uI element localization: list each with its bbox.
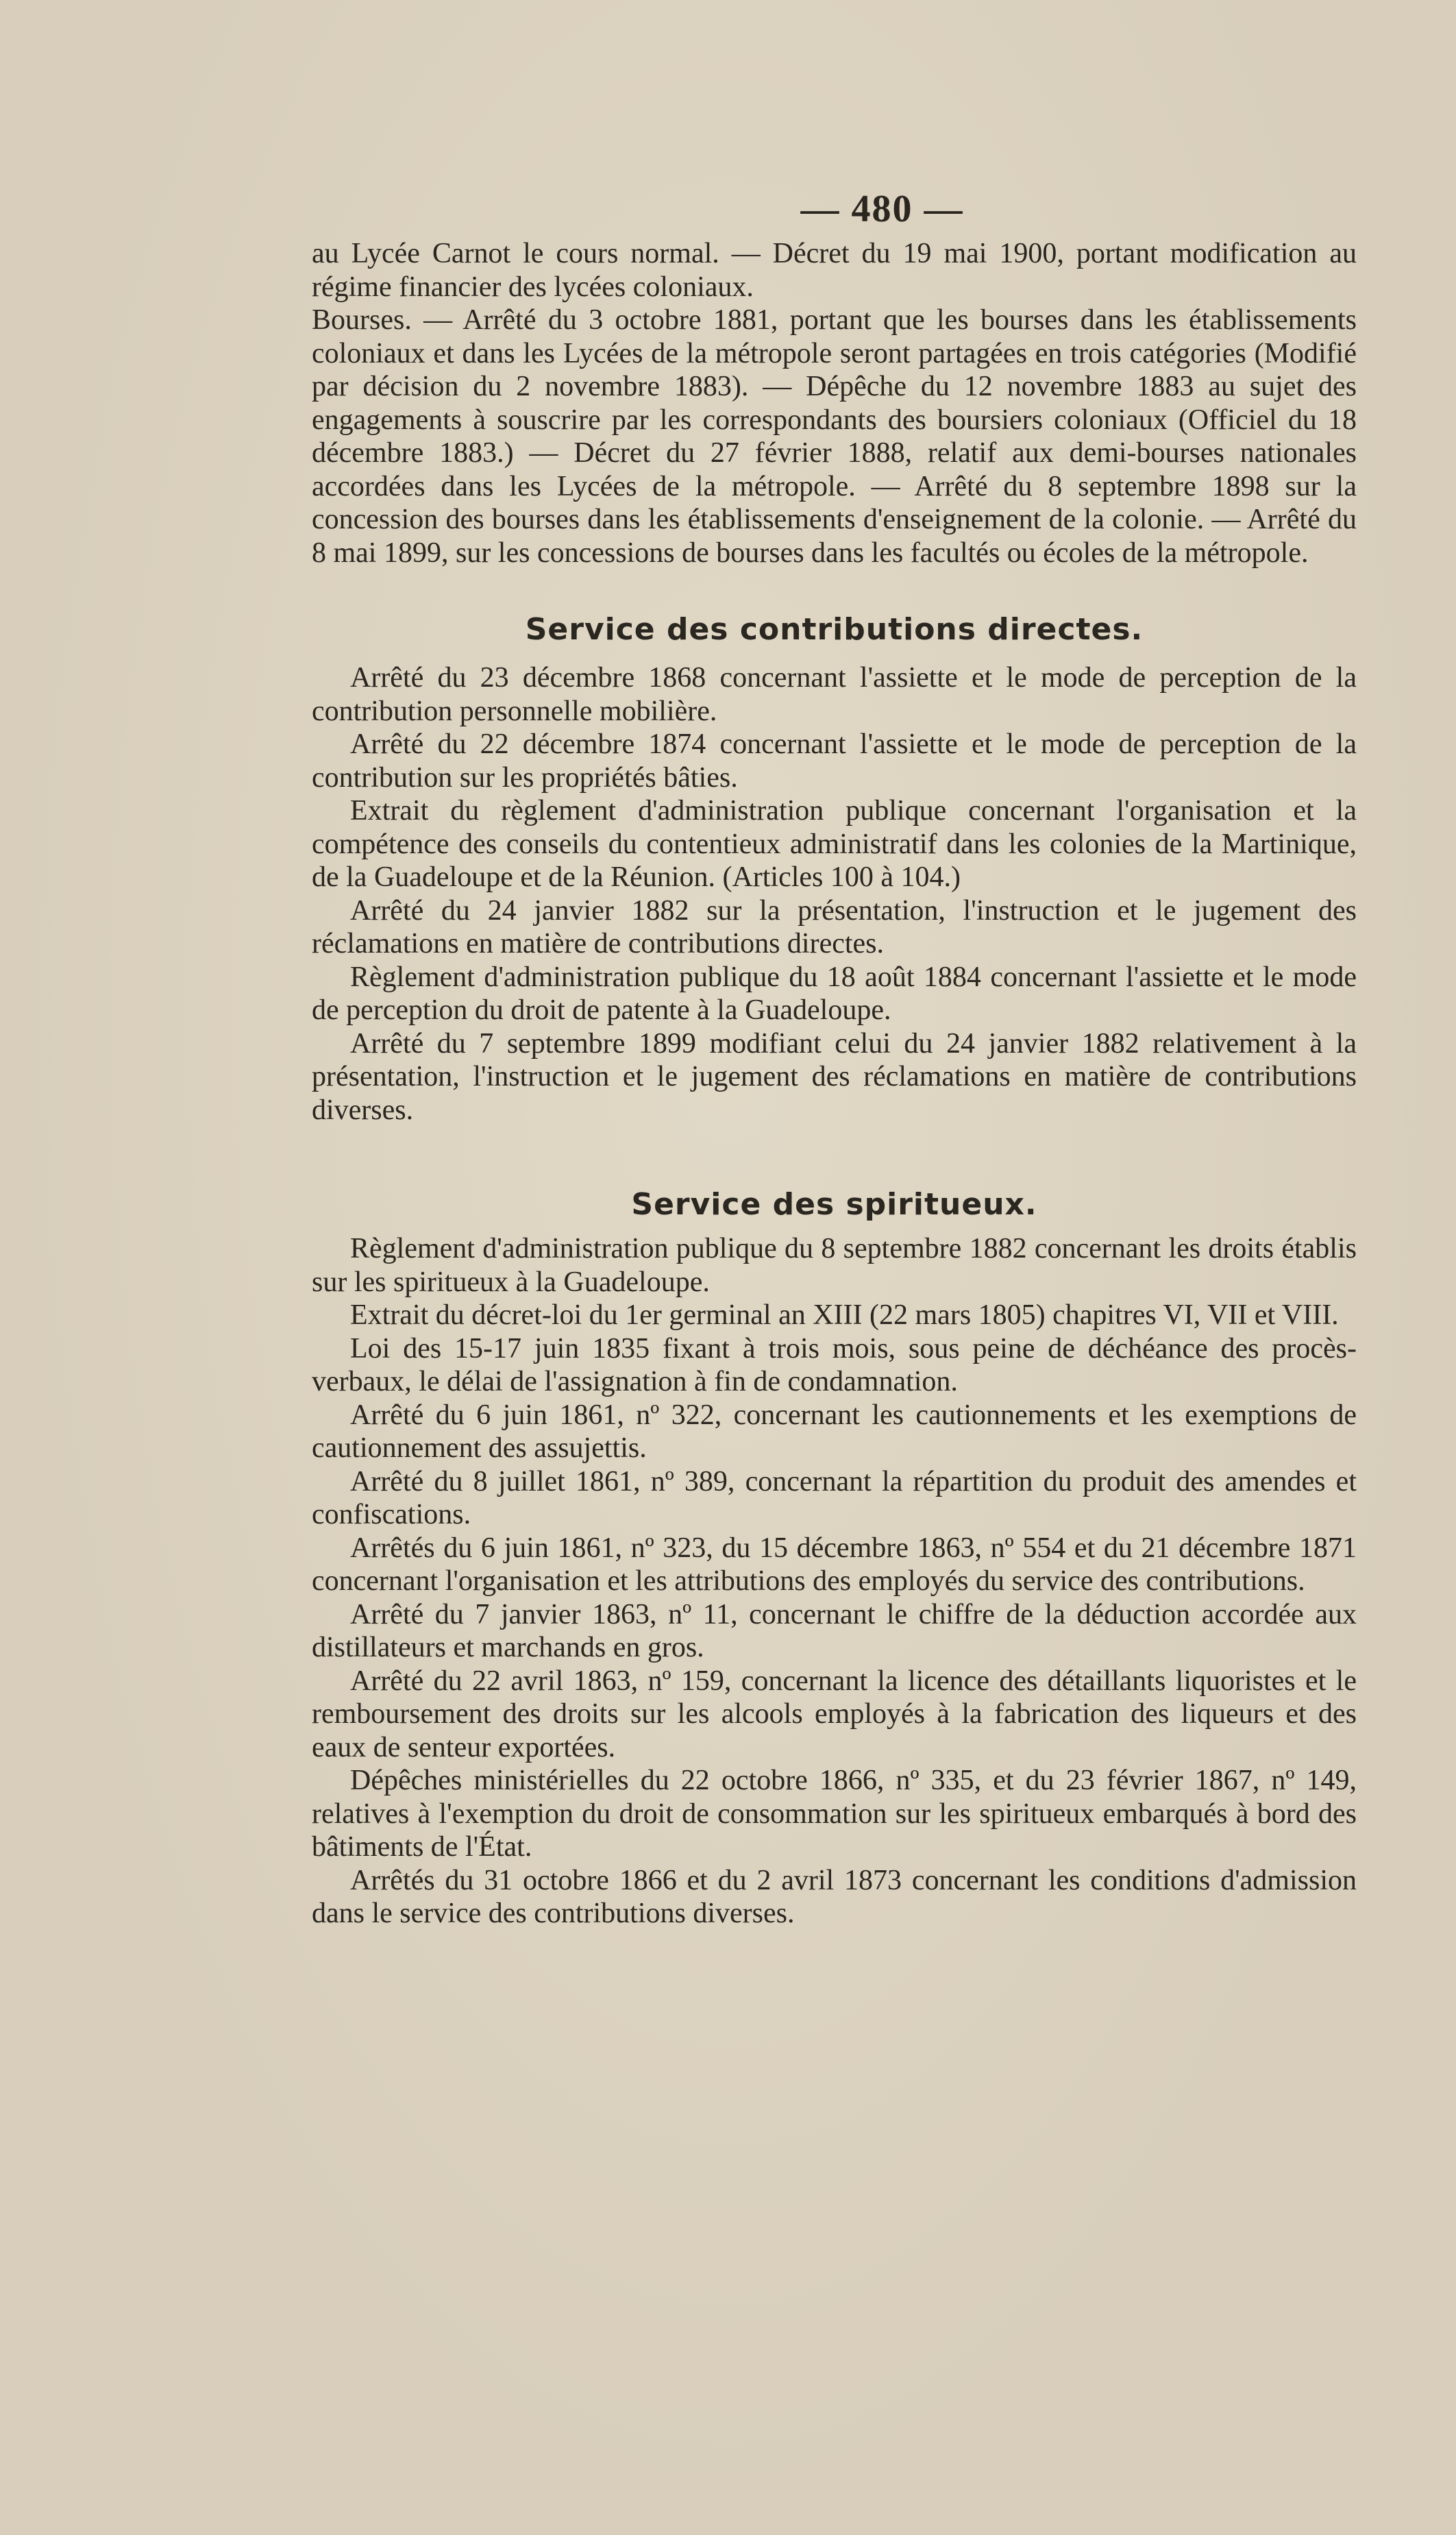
paragraph: Arrêté du 24 janvier 1882 sur la présentation, l'instruction et le jugement des réclamations en matière de contributions directes. (312, 894, 1357, 959)
paragraph: Arrêté du 22 décembre 1874 concernant l'assiette et le mode de perception de la contribution sur les propriétés bâties. (312, 728, 1357, 794)
section-heading-contributions-directes: Service des contributions directes. (525, 612, 1144, 647)
paragraph: Arrêtés du 6 juin 1861, nº 323, du 15 décembre 1863, nº 554 et du 21 décembre 1871 concernant l'organisation et les attributions des employés du service des contributions. (312, 1532, 1357, 1597)
paragraph: Extrait du règlement d'administration publique concernant l'organisation et la compétence des conseils du contentieux administratif dans les colonies de la Martinique, de la Guadeloupe et de la Réunion. (Articles 100 à 104.) (312, 795, 1357, 893)
paragraph: Loi des 15-17 juin 1835 fixant à trois mois, sous peine de déchéance des procès-verbaux, le délai de l'assignation à fin de condamnation. (312, 1332, 1357, 1397)
paragraph: Arrêté du 6 juin 1861, nº 322, concernant les cautionnements et les exemptions de cautionnement des assujettis. (312, 1399, 1357, 1464)
paragraph: Arrêté du 22 avril 1863, nº 159, concernant la licence des détaillants liquoristes et le remboursement des droits sur les alcools employés à la fabrication des liqueurs et des eaux de senteur exportées. (312, 1665, 1357, 1763)
paragraph: Règlement d'administration publique du 8 septembre 1882 concernant les droits établis sur les spiritueux à la Guadeloupe. (312, 1233, 1357, 1298)
paragraph: Extrait du décret-loi du 1er germinal an XIII (22 mars 1805) chapitres VI, VII et VIII. (350, 1299, 1339, 1331)
paragraph: Arrêté du 8 juillet 1861, nº 389, concernant la répartition du produit des amendes et confiscations. (312, 1465, 1357, 1530)
paragraph: Arrêté du 23 décembre 1868 concernant l'assiette et le mode de perception de la contribution personnelle mobilière. (312, 662, 1357, 727)
paragraph: Arrêté du 7 janvier 1863, nº 11, concernant le chiffre de la déduction accordée aux distillateurs et marchands en gros. (312, 1598, 1357, 1663)
page-number: — 480 — (800, 188, 964, 230)
intro-paragraph-lycees: au Lycée Carnot le cours normal. — Décret du 19 mai 1900, portant modification au régime financier des lycées coloniaux. (312, 238, 1357, 303)
paragraph: Règlement d'administration publique du 18 août 1884 concernant l'assiette et le mode de perception du droit de patente à la Guadeloupe. (312, 961, 1357, 1026)
page-text (312, 185, 1357, 1931)
paragraph: Arrêtés du 31 octobre 1866 et du 2 avril 1873 concernant les conditions d'admission dans le service des contributions diverses. (312, 1864, 1357, 1929)
paragraph: Arrêté du 7 septembre 1899 modifiant celui du 24 janvier 1882 relativement à la présentation, l'instruction et le jugement des réclamations en matière de contributions diverses. (312, 1027, 1357, 1126)
intro-paragraph-bourses: Bourses. — Arrêté du 3 octobre 1881, portant que les bourses dans les établissements coloniaux et dans les Lycées de la métropole seront partagées en trois catégories (Modifié par décision du 2 novembre 1883). — Dépêche du 12 novembre 1883 au sujet des engagements à souscrire par les correspondants des boursiers coloniaux (Officiel du 18 décembre 1883.) — Décret du 27 février 1888, relatif aux demi-bourses nationales accordées dans les Lycées de la métropole. — Arrêté du 8 septembre 1898 sur la concession des bourses dans les établissements d'enseignement de la colonie. — Arrêté du 8 mai 1899, sur les concessions de bourses dans les facultés ou écoles de la métropole. (312, 304, 1357, 569)
paragraph: Dépêches ministérielles du 22 octobre 1866, nº 335, et du 23 février 1867, nº 149, relatives à l'exemption du droit de consommation sur les spiritueux embarqués à bord des bâtiments de l'État. (312, 1765, 1357, 1863)
section-heading-spiritueux: Service des spiritueux. (631, 1187, 1037, 1222)
